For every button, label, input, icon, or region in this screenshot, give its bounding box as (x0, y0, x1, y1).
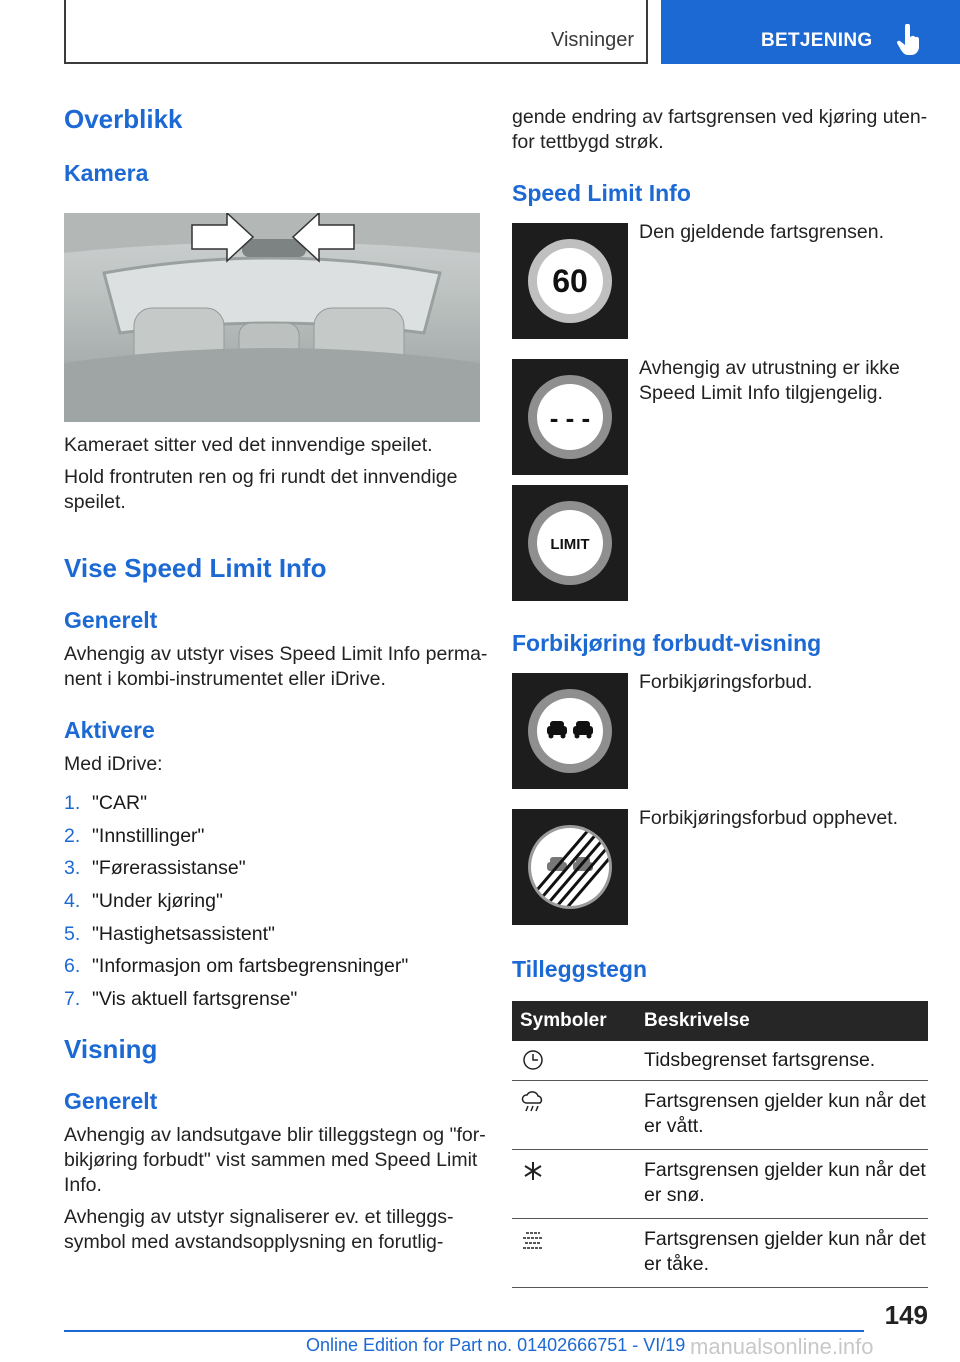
generelt-2-heading: Generelt (64, 1088, 158, 1114)
page-number: 149 (884, 1300, 928, 1330)
list-item: 2. "Innstillinger" (64, 824, 205, 847)
sign-60-value: 60 (552, 263, 588, 299)
no-overtaking-description: Forbikjøringsforbud. (639, 671, 813, 693)
speed-limit-info-heading: Speed Limit Info (512, 180, 691, 206)
sign-dash-value: - - - (549, 403, 591, 433)
generelt-text-a: Avhengig av utstyr vises Speed Limit Info perma- (64, 643, 488, 665)
camera-text-1: Kameraet sitter ved det innvendige speilet. (64, 434, 433, 456)
edition-text: Online Edition for Part no. 01402666751 - VI/19 (306, 1335, 686, 1355)
table-row: Fartsgrensen gjelder kun når det er tåke. (512, 1219, 928, 1288)
hand-pointer-icon (896, 24, 922, 56)
aktivere-heading: Aktivere (64, 717, 155, 743)
visning-text-a: Avhengig av landsutgave blir tilleggstegn og "for- (64, 1124, 486, 1146)
chapter-tab-label: BETJENING (761, 30, 873, 51)
speed-limit-limit-sign (512, 485, 628, 601)
list-item: 3. "Førerassistanse" (64, 857, 246, 880)
vise-speed-limit-heading: Vise Speed Limit Info (64, 553, 327, 583)
continued-text-b: for tettbygd strøk. (512, 131, 664, 153)
visning-text-b: bikjøring forbudt" vist sammen med Speed Limit (64, 1149, 478, 1171)
table-row: Tidsbegrenset fartsgrense. (512, 1041, 928, 1081)
tilleggstegn-heading: Tilleggstegn (512, 956, 648, 982)
speed-limit-unavailable-sign (512, 359, 628, 475)
visning-text-d: Avhengig av utstyr signaliserer ev. et tilleggs- (64, 1206, 454, 1228)
table-row: Fartsgrensen gjelder kun når det er vått. (512, 1081, 928, 1150)
visning-text-e: symbol med avstandsopplysning en forutlig- (64, 1231, 444, 1253)
table-row: Fartsgrensen gjelder kun når det er snø. (512, 1150, 928, 1219)
speed-limit-60-sign (512, 223, 628, 339)
watermark: manualsonline.info (690, 1334, 874, 1359)
continued-text-a: gende endring av fartsgrensen ved kjøring uten- (512, 106, 928, 128)
section-tab (64, 0, 648, 64)
list-item: 1. "CAR" (64, 792, 148, 814)
clock-icon (520, 1049, 546, 1071)
additional-signs-table (512, 1001, 928, 1288)
no-overtaking-sign (512, 673, 628, 789)
list-item: 6. "Informasjon om fartsbegrensninger" (64, 955, 409, 978)
camera-text-2a: Hold frontruten ren og fri rundt det innvendige (64, 466, 458, 488)
snowflake-icon (520, 1160, 546, 1182)
chapter-tab (661, 0, 960, 64)
sign-60-description: Den gjeldende fartsgrensen. (639, 221, 884, 243)
kamera-heading: Kamera (64, 160, 149, 186)
column-header-symbols: Symboler (512, 1001, 636, 1041)
footer-divider (64, 1330, 864, 1332)
overblikk-heading: Overblikk (64, 104, 183, 134)
list-item: 7. "Vis aktuell fartsgrense" (64, 988, 298, 1011)
idrive-steps-list (64, 787, 408, 1016)
sign-dash-description-b: Speed Limit Info tilgjengelig. (639, 382, 883, 404)
aktivere-intro: Med iDrive: (64, 753, 163, 775)
list-item: 4. "Under kjøring" (64, 890, 223, 913)
generelt-heading: Generelt (64, 607, 158, 633)
visning-text-c: Info. (64, 1174, 102, 1196)
column-header-description: Beskrivelse (636, 1001, 928, 1041)
end-no-overtaking-sign (512, 809, 628, 925)
list-item: 5. "Hastighetsassistent" (64, 922, 275, 945)
sign-dash-description-a: Avhengig av utrustning er ikke (639, 357, 900, 379)
sign-limit-value: LIMIT (550, 536, 590, 553)
camera-interior-photo (64, 213, 480, 422)
forbikjoring-heading: Forbikjøring forbudt-visning (512, 630, 822, 656)
visning-heading: Visning (64, 1034, 158, 1064)
end-no-overtaking-description: Forbikjøringsforbud opphevet. (639, 807, 899, 829)
camera-text-2b: speilet. (64, 491, 126, 513)
fog-icon (520, 1229, 546, 1251)
generelt-text-b: nent i kombi-instrumentet eller iDrive. (64, 668, 386, 690)
section-tab-label: Visninger (550, 29, 634, 51)
rain-cloud-icon (520, 1091, 546, 1113)
